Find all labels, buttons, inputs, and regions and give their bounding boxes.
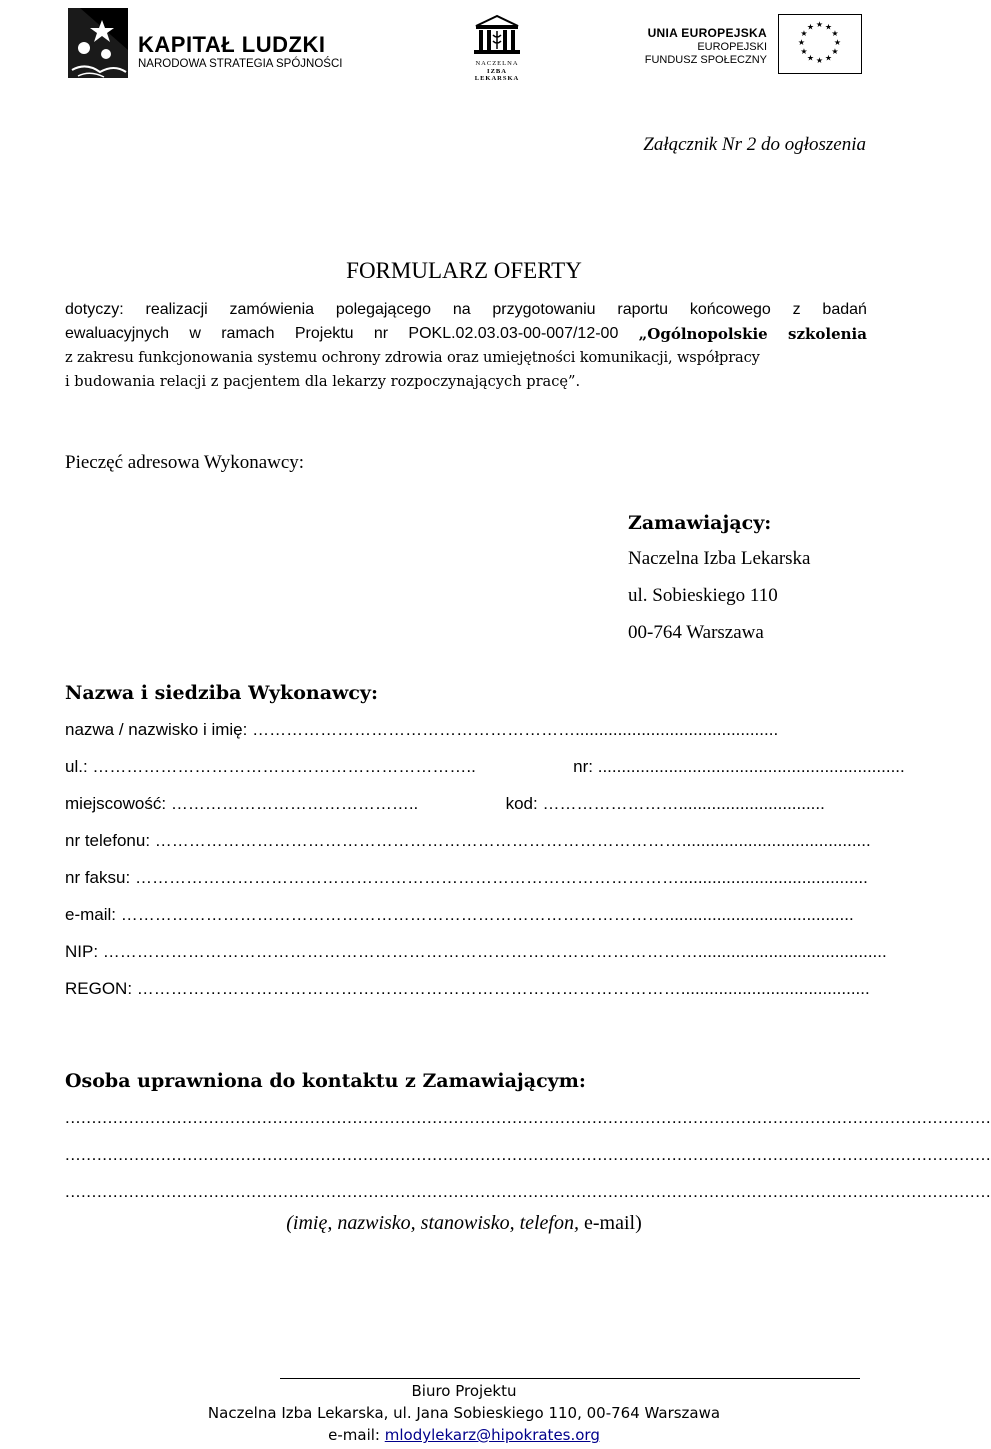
intro-word: realizacji xyxy=(145,301,208,318)
kapital-ludzki-subtitle: NARODOWA STRATEGIA SPÓJNOŚCI xyxy=(138,58,343,70)
contact-note xyxy=(0,1212,928,1235)
intro-word: szkolenia xyxy=(788,325,867,343)
svg-text:★: ★ xyxy=(800,47,808,56)
regon-field-blank[interactable]: ……………………………………………………………………………………........................................ xyxy=(136,979,870,998)
nil-logo-line2: IZBA LEKARSKA xyxy=(474,68,520,82)
regon-field-label: REGON: xyxy=(65,979,133,998)
intro-word: ramach xyxy=(221,325,275,342)
footer-office: Biuro Projektu xyxy=(411,1382,517,1400)
intro-word: końcowego xyxy=(689,301,771,318)
city-field-label: miejscowość: xyxy=(65,794,167,813)
phone-field-label: nr telefonu: xyxy=(65,831,151,850)
name-field[interactable] xyxy=(65,716,860,744)
kapital-ludzki-emblem-icon xyxy=(60,2,136,82)
unia-europejska-logo xyxy=(644,14,862,76)
fax-field-blank[interactable]: ……………………………………………………………………………………........................................ xyxy=(134,868,868,887)
ue-logo-line2: EUROPEJSKI xyxy=(697,41,767,53)
regon-field[interactable] xyxy=(65,975,870,1003)
email-field[interactable] xyxy=(65,901,860,929)
footer-email-link[interactable]: mlodylekarz@hipokrates.org xyxy=(384,1426,600,1444)
number-field-label: nr: xyxy=(573,757,593,776)
intro-word: zamówienia xyxy=(229,301,315,318)
phone-field-blank[interactable]: …………………………………………………………………………………........................................ xyxy=(154,831,871,850)
svg-text:★: ★ xyxy=(815,20,824,29)
svg-text:★: ★ xyxy=(831,47,839,56)
intro-word: przygotowaniu xyxy=(492,301,596,318)
intro-word: ewaluacyjnych xyxy=(65,325,170,342)
contact-blank-line-2[interactable]: .............................................................................................................................................................................. xyxy=(65,1145,991,1164)
city-field-blank[interactable]: …………………………………….. xyxy=(170,794,419,813)
annex-label: Załącznik Nr 2 do ogłoszenia xyxy=(643,134,866,155)
naczelna-izba-lekarska-logo xyxy=(470,14,524,82)
svg-text:★: ★ xyxy=(806,22,815,32)
footer-email-label: e-mail: xyxy=(328,1426,385,1444)
intro-word: Projektu xyxy=(294,325,354,342)
intro-word: dotyczy: xyxy=(65,301,124,318)
nip-field[interactable] xyxy=(65,938,887,966)
temple-icon xyxy=(470,14,524,56)
intro-word: polegającego xyxy=(335,301,432,318)
contact-blank-line-3[interactable]: .............................................................................................................................................................................. xyxy=(65,1182,991,1201)
nip-field-blank[interactable]: ……………………………………………………………………………………………........................................ xyxy=(102,942,887,961)
street-field-blank[interactable]: ………………………………………………………….. xyxy=(92,757,476,776)
contact-note-plain: e-mail) xyxy=(579,1212,642,1234)
email-field-label: e-mail: xyxy=(65,905,117,924)
svg-text:★: ★ xyxy=(815,56,824,65)
ue-logo-line3: FUNDUSZ SPOŁECZNY xyxy=(644,54,767,66)
intro-word: z xyxy=(792,301,801,318)
contact-blank-line-1[interactable]: .............................................................................................................................................................................. xyxy=(65,1108,991,1127)
nil-logo-line1: NACZELNA xyxy=(475,60,519,67)
number-field-blank[interactable]: ................................................................. xyxy=(597,757,905,776)
ordering-party-street: ul. Sobieskiego 110 xyxy=(628,585,778,606)
intro-line-4: i budowania relacji z pacjentem dla lekarzy rozpoczynających pracę”. xyxy=(65,373,581,390)
kapital-ludzki-logo xyxy=(60,2,343,82)
ue-logo-line1: UNIA EUROPEJSKA xyxy=(647,26,767,40)
intro-word: POKL.02.03.03-00-007/12-00 xyxy=(408,325,619,342)
intro-word: w xyxy=(189,325,201,342)
svg-text:★: ★ xyxy=(800,29,808,38)
street-field-label: ul.: xyxy=(65,757,88,776)
intro-paragraph xyxy=(65,298,867,394)
city-postal-field[interactable] xyxy=(65,790,860,818)
postal-field-blank[interactable]: ……………………............................... xyxy=(542,794,825,813)
contractor-form-heading: Nazwa i siedziba Wykonawcy: xyxy=(65,682,378,704)
street-number-field[interactable] xyxy=(65,753,905,781)
fax-field-label: nr faksu: xyxy=(65,868,131,887)
contact-person-heading: Osoba uprawniona do kontaktu z Zamawiającym: xyxy=(65,1070,586,1092)
svg-text:★: ★ xyxy=(831,29,839,38)
postal-field-label: kod: xyxy=(505,794,538,813)
ordering-party-name: Naczelna Izba Lekarska xyxy=(628,548,811,569)
phone-field[interactable] xyxy=(65,827,871,855)
svg-text:★: ★ xyxy=(824,53,833,63)
intro-word: badań xyxy=(822,301,867,318)
ordering-party-heading: Zamawiający: xyxy=(628,512,772,534)
page-title: FORMULARZ OFERTY xyxy=(346,258,582,283)
intro-line-1 xyxy=(65,298,867,322)
intro-word: raportu xyxy=(617,301,669,318)
nip-field-label: NIP: xyxy=(65,942,99,961)
intro-line-2 xyxy=(65,322,867,346)
name-field-label: nazwa / nazwisko i imię: xyxy=(65,720,248,739)
footer-email-line xyxy=(0,1426,928,1444)
fax-field[interactable] xyxy=(65,864,868,892)
intro-word: „Ogólnopolskie xyxy=(638,325,768,343)
email-field-blank[interactable]: ……………………………………………………………………………………........................................ xyxy=(120,905,854,924)
stamp-label: Pieczęć adresowa Wykonawcy: xyxy=(65,452,305,473)
name-field-blank[interactable]: …………………………………………………........................................... xyxy=(252,720,779,739)
svg-text:★: ★ xyxy=(797,38,806,47)
svg-text:★: ★ xyxy=(806,53,815,63)
svg-text:★: ★ xyxy=(824,22,833,32)
intro-line-3: z zakresu funkcjonowania systemu ochrony zdrowia oraz umiejętności komunikacji, współpracy xyxy=(65,349,760,366)
svg-text:★: ★ xyxy=(833,38,842,47)
eu-flag-icon xyxy=(778,14,862,74)
footer-address: Naczelna Izba Lekarska, ul. Jana Sobieskiego 110, 00-764 Warszawa xyxy=(207,1404,721,1422)
ordering-party-city: 00-764 Warszawa xyxy=(628,622,764,643)
intro-word: na xyxy=(452,301,471,318)
contact-note-italic: (imię, nazwisko, stanowisko, telefon, xyxy=(286,1212,579,1234)
kapital-ludzki-title: KAPITAŁ LUDZKI xyxy=(138,32,326,57)
footer-divider xyxy=(280,1378,860,1379)
intro-word: nr xyxy=(373,325,389,342)
